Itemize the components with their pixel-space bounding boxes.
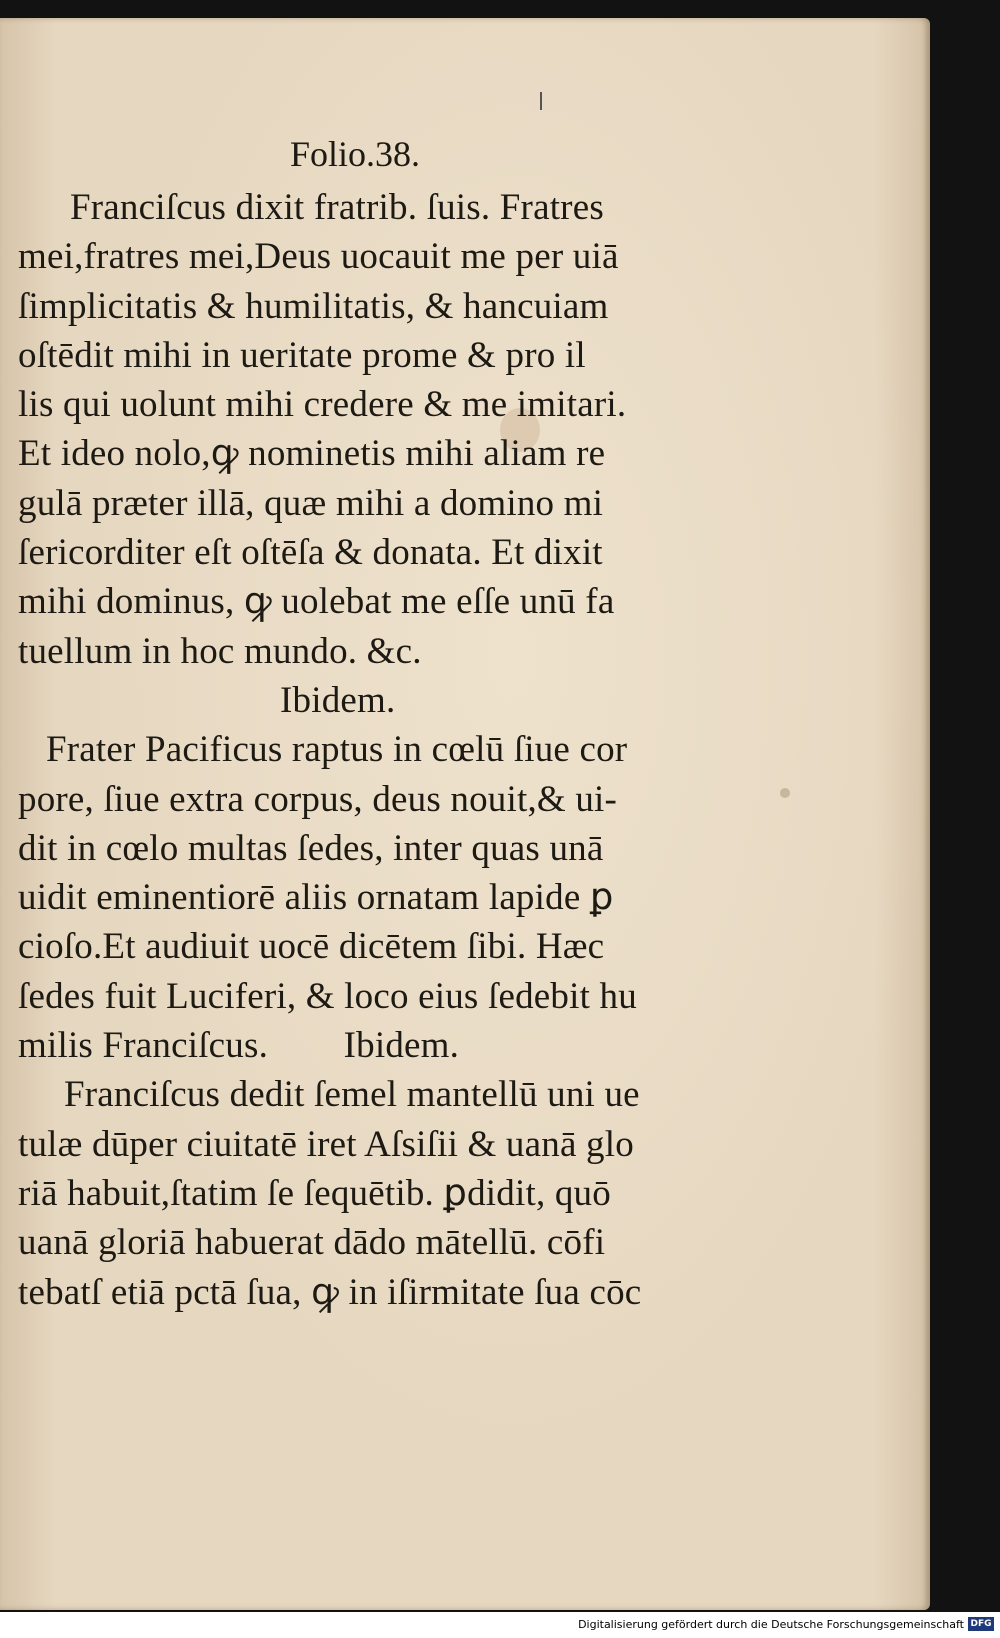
text-line: tuellum in hoc mundo. &c. bbox=[18, 630, 422, 672]
text-line: gulā præter illā, quæ mihi a domino mi bbox=[18, 482, 604, 524]
text-line: ſimplicitatis & humilitatis, & hancuiam bbox=[18, 285, 609, 327]
text-line: tebatſ etiā pctā ſua, ꝙ in iſirmitate ſua cōc bbox=[18, 1271, 642, 1313]
paper-mark bbox=[540, 92, 542, 110]
dfg-logo: DFG bbox=[968, 1617, 994, 1631]
text-line: riā habuit,ſtatim ſe ſequētib. ꝑdidit, quō bbox=[18, 1172, 611, 1214]
text-line: mei,fratres mei,Deus uocauit me per uiā bbox=[18, 236, 619, 278]
dfg-credit: Digitalisierung gefördert durch die Deutsche Forschungsgemeinschaft bbox=[578, 1618, 964, 1631]
text-line: Et ideo nolo,ꝙ nominetis mihi aliam re bbox=[18, 433, 606, 475]
text-line: Franciſcus dixit fratrib. ſuis. Fratres bbox=[70, 187, 604, 228]
text-line: dit in cœlo multas ſedes, inter quas unā bbox=[18, 827, 604, 869]
text-line: ſericorditer eſt oſtēſa & donata. Et dixit bbox=[18, 532, 603, 574]
text-line: uanā gloriā habuerat dādo mātellū. cōfi bbox=[18, 1222, 606, 1264]
paper-stain bbox=[780, 788, 790, 798]
text-line: cioſo.Et audiuit uocē dicētem ſibi. Hæc bbox=[18, 926, 605, 968]
text-line: pore, ſiue extra corpus, deus nouit,& ui- bbox=[18, 778, 618, 820]
running-head: Folio.38. bbox=[290, 134, 421, 174]
text-line: uidit eminentiorē aliis ornatam lapide ꝑ bbox=[18, 877, 614, 919]
section-heading-ibidem: Ibidem. bbox=[280, 679, 396, 721]
text-line: mihi dominus, ꝙ uolebat me eſſe unū fa bbox=[18, 581, 615, 623]
text-line: Franciſcus dedit ſemel mantellū uni ue bbox=[64, 1074, 640, 1116]
text-line: tulæ dūper ciuitatē iret Aſsiſii & uanā glo bbox=[18, 1123, 634, 1165]
page-text bbox=[18, 140, 698, 1317]
text-line: oſtēdit mihi in ueritate prome & pro il bbox=[18, 334, 586, 376]
footer-bar bbox=[0, 1612, 1000, 1638]
text-line: lis qui uolunt mihi credere & me imitari. bbox=[18, 384, 627, 426]
text-line: ſedes fuit Luciferi, & loco eius ſedebit hu bbox=[18, 975, 637, 1017]
text-line: Frater Pacificus raptus in cœlū ſiue cor bbox=[46, 729, 628, 771]
text-line: milis Franciſcus. Ibidem. bbox=[18, 1025, 460, 1067]
